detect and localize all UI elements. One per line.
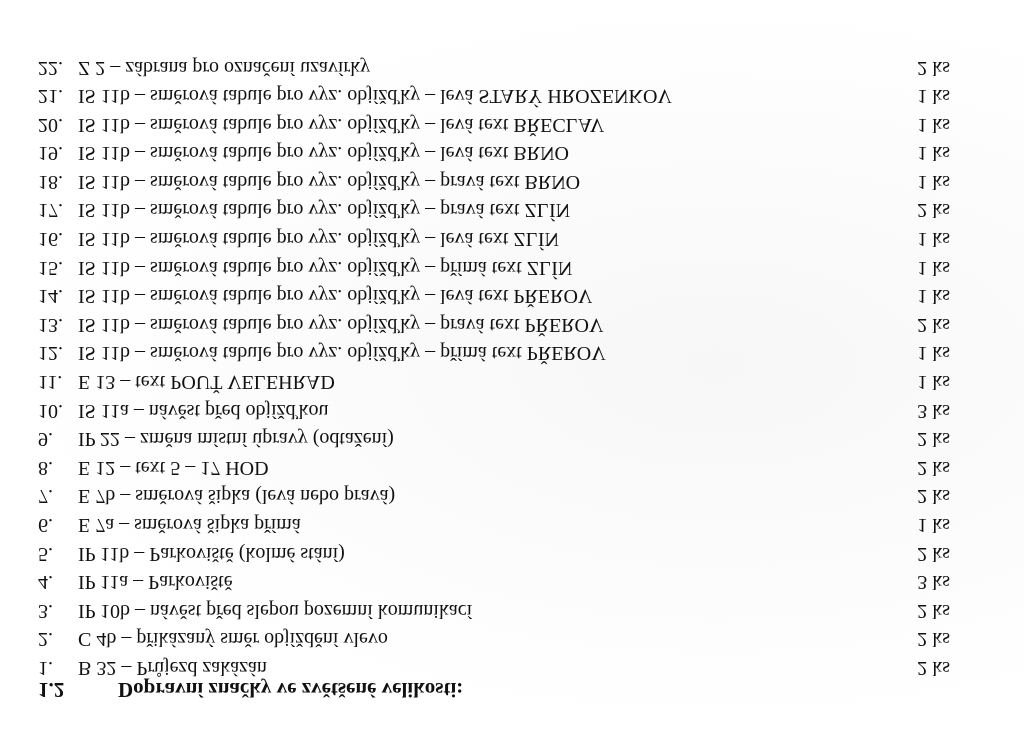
item-number: 4. (38, 571, 53, 594)
item-quantity: 1 ks (917, 85, 950, 108)
list-item (38, 167, 950, 196)
item-quantity: 1 ks (917, 342, 950, 365)
item-text: IS 11b – směrová tabule pro vyz. objížďky – přímá text PŘEROV (78, 342, 606, 365)
list-item (38, 539, 950, 568)
sign-list (38, 53, 950, 682)
item-quantity: 1 ks (917, 142, 950, 165)
item-text: C 4b – přikázaný směr objíždění vlevo (78, 628, 388, 651)
item-text: Z 2 – zábrana pro označení uzavírky (78, 56, 371, 79)
item-number: 20. (38, 113, 63, 136)
item-text: IP 10b – návěst před slepou pozemní komunikací (78, 599, 473, 622)
item-text: IS 11b – směrová tabule pro vyz. objížďky – levá text PŘEROV (78, 285, 593, 308)
item-quantity: 2 ks (917, 599, 950, 622)
item-quantity: 3 ks (917, 571, 950, 594)
item-text: IS 11b – směrová tabule pro vyz. objížďky – přímá text ZLÍN (78, 256, 573, 279)
item-number: 22. (38, 56, 63, 79)
item-number: 8. (38, 456, 53, 479)
item-quantity: 1 ks (917, 228, 950, 251)
item-text: IP 11b – Parkoviště (kolmé stání) (78, 542, 345, 565)
item-number: 11. (38, 371, 63, 394)
list-item (38, 253, 950, 282)
item-number: 3. (38, 599, 53, 622)
item-number: 16. (38, 228, 63, 251)
list-item (38, 653, 950, 682)
item-quantity: 2 ks (917, 428, 950, 451)
list-item (38, 310, 950, 339)
item-number: 9. (38, 428, 53, 451)
list-item (38, 110, 950, 139)
item-quantity: 1 ks (917, 514, 950, 537)
list-item (38, 82, 950, 111)
item-quantity: 1 ks (917, 371, 950, 394)
item-text: E 7b – směrová šipka (levá nebo pravá) (78, 485, 396, 508)
list-item (38, 282, 950, 311)
list-item (38, 53, 950, 82)
item-text: E 12 – text 5 – 17 HOD (78, 456, 269, 479)
section-title: Dopravní značky ve zvětšené velikosti: (118, 678, 464, 702)
item-quantity: 2 ks (917, 456, 950, 479)
list-item (38, 625, 950, 654)
item-text: E 7a – směrová šipka přímá (78, 514, 301, 537)
item-number: 21. (38, 85, 63, 108)
list-item (38, 139, 950, 168)
item-number: 13. (38, 313, 63, 336)
item-number: 18. (38, 170, 63, 193)
section-number: 1.2 (38, 678, 65, 702)
list-item (38, 568, 950, 597)
item-quantity: 2 ks (917, 313, 950, 336)
item-text: IS 11b – směrová tabule pro vyz. objížďky – pravá text BRNO (78, 170, 581, 193)
item-quantity: 1 ks (917, 170, 950, 193)
item-number: 7. (38, 485, 53, 508)
item-number: 14. (38, 285, 63, 308)
item-number: 5. (38, 542, 53, 565)
item-quantity: 2 ks (917, 199, 950, 222)
list-item (38, 196, 950, 225)
item-number: 17. (38, 199, 63, 222)
list-item (38, 225, 950, 254)
item-quantity: 2 ks (917, 542, 950, 565)
item-quantity: 1 ks (917, 285, 950, 308)
list-item (38, 482, 950, 511)
item-quantity: 3 ks (917, 399, 950, 422)
list-item (38, 396, 950, 425)
list-item (38, 596, 950, 625)
item-text: IS 11b – směrová tabule pro vyz. objížďky – levá text ZLÍN (78, 228, 559, 251)
item-number: 2. (38, 628, 53, 651)
list-item (38, 453, 950, 482)
list-item (38, 367, 950, 396)
item-number: 19. (38, 142, 63, 165)
item-text: IP 11a – Parkoviště (78, 571, 233, 594)
item-text: IS 11b – směrová tabule pro vyz. objížďky – levá STARÝ HROZENKOV (78, 85, 672, 108)
item-quantity: 2 ks (917, 485, 950, 508)
item-text: B 32 – Průjezd zakázán (78, 657, 267, 679)
item-quantity: 1 ks (917, 113, 950, 136)
item-text: IS 11b – směrová tabule pro vyz. objížďky – pravá text PŘEROV (78, 313, 604, 336)
list-item (38, 425, 950, 454)
item-text: IS 11b – směrová tabule pro vyz. objížďky – levá text BŘECLAV (78, 113, 605, 136)
item-quantity: 2 ks (917, 56, 950, 79)
item-text: IP 22 – změna místní úpravy (odtažení) (78, 428, 394, 451)
item-number: 10. (38, 399, 63, 422)
item-quantity: 2 ks (917, 628, 950, 651)
item-quantity: 2 ks (917, 657, 950, 679)
item-number: 1. (38, 657, 53, 679)
item-text: E 13 – text POUŤ VELEHRAD (78, 371, 335, 394)
item-quantity: 1 ks (917, 256, 950, 279)
item-number: 12. (38, 342, 63, 365)
item-text: IS 11b – směrová tabule pro vyz. objížďky – levá text BRNO (78, 142, 569, 165)
item-number: 15. (38, 256, 63, 279)
item-text: IS 11b – směrová tabule pro vyz. objížďky – pravá text ZLÍN (78, 199, 571, 222)
list-item (38, 510, 950, 539)
item-text: IS 11a – návěst před objížďkou (78, 399, 329, 422)
list-item (38, 339, 950, 368)
item-number: 6. (38, 514, 53, 537)
